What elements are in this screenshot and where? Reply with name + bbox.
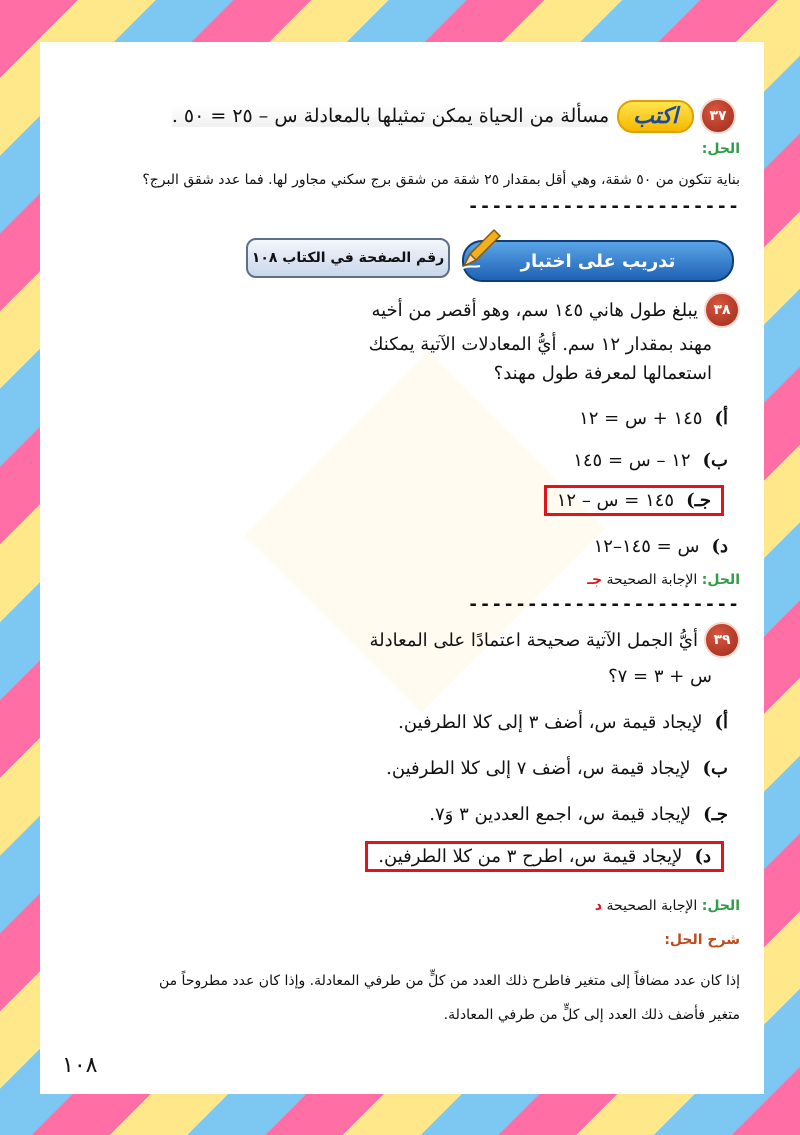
question-39-option-a[interactable] [398, 712, 728, 733]
solution-37-label [702, 138, 740, 157]
question-38-option-a[interactable] [579, 408, 728, 429]
option-letter: أ) [714, 712, 728, 733]
explanation-text [50, 964, 740, 1032]
option-letter: جـ) [686, 490, 711, 511]
book-page-reference: رقم الصفحة في الكتاب ١٠٨ [246, 238, 450, 278]
test-training-button[interactable] [462, 240, 734, 282]
question-38-line-2: مهند بمقدار ١٢ سم. أيُّ المعادلات الآتية يمكنك [368, 334, 712, 355]
solution-label: الحل: [701, 898, 740, 914]
question-38-option-b[interactable] [573, 450, 728, 471]
option-letter: ب) [702, 758, 728, 779]
option-letter: جـ) [703, 804, 728, 825]
option-text: س = ١٤٥–١٢ [593, 536, 700, 557]
divider-2: ----------------------- [467, 594, 740, 615]
question-number-39: ٣٩ [704, 622, 740, 658]
explanation-line-1: إذا كان عدد مضافاً إلى متغير فاطرح ذلك العدد من كلٍّ من طرفي المعادلة. وإذا كان عدد مطروحاً من [158, 973, 740, 989]
question-38-line-1: يبلغ طول هاني ١٤٥ سم، وهو أقصر من أخيه [371, 299, 698, 321]
answer-letter: د [594, 898, 603, 914]
option-letter: أ) [714, 408, 728, 429]
question-39-line-1: أيُّ الجمل الآتية صحيحة اعتمادًا على المعادلة [369, 629, 698, 651]
test-training-label: تدريب على اختبار [520, 250, 676, 272]
answer-38 [587, 572, 740, 588]
question-39-option-c[interactable] [429, 804, 728, 825]
explanation-line-2: متغير فأضف ذلك العدد إلى كلٍّ من طرفي المعادلة. [443, 1007, 740, 1023]
answer-letter: جـ [587, 572, 603, 588]
question-number-37: ٣٧ [700, 98, 736, 134]
question-38-option-c-correct[interactable] [544, 485, 724, 516]
option-text: لإيجاد قيمة س، اطرح ٣ من كلا الطرفين. [378, 846, 683, 867]
option-letter: د) [711, 536, 728, 557]
pencil-icon [458, 226, 504, 272]
question-39-option-d-correct[interactable] [365, 841, 724, 872]
explanation-title: شرح الحل: [664, 932, 740, 948]
question-37 [56, 96, 736, 136]
option-text: ١٤٥ + س = ١٢ [579, 408, 703, 429]
page-sheet [40, 42, 764, 1094]
option-letter: د) [694, 846, 711, 867]
option-text: ١٢ – س = ١٤٥ [573, 450, 691, 471]
answer-prefix: الإجابة الصحيحة [606, 898, 698, 914]
answer-prefix: الإجابة الصحيحة [606, 572, 698, 588]
solution-37-text: بناية تتكون من ٥٠ شقة، وهي أقل بمقدار ٢٥ شقة من شقق برج سكني مجاور لها. فما عدد شقق البرج؟ [142, 172, 740, 188]
option-text: لإيجاد قيمة س، اجمع العددين ٣ وَ٧. [429, 804, 692, 825]
question-39 [320, 622, 740, 687]
solution-label: الحل: [701, 572, 740, 588]
question-number-38: ٣٨ [704, 292, 740, 328]
question-37-text: مسألة من الحياة يمكن تمثيلها بالمعادلة س – ٢٥ = ٥٠ . [171, 105, 610, 127]
option-text: لإيجاد قيمة س، أضف ٧ إلى كلا الطرفين. [386, 758, 691, 779]
answer-39 [595, 898, 740, 914]
option-letter: ب) [702, 450, 728, 471]
question-38-line-3: استعمالها لمعرفة طول مهند؟ [493, 363, 712, 384]
question-38-option-d[interactable] [594, 536, 728, 557]
option-text: ١٤٥ = س – ١٢ [556, 490, 675, 511]
write-badge: اكتب [617, 100, 694, 133]
page-number: ١٠٨ [62, 1053, 98, 1078]
question-39-line-2: س + ٣ = ٧؟ [608, 666, 712, 687]
option-text: لإيجاد قيمة س، أضف ٣ إلى كلا الطرفين. [398, 712, 703, 733]
solution-label: الحل: [701, 141, 740, 157]
divider-1: ----------------------- [467, 196, 740, 217]
question-38 [320, 292, 740, 384]
question-39-option-b[interactable] [386, 758, 728, 779]
